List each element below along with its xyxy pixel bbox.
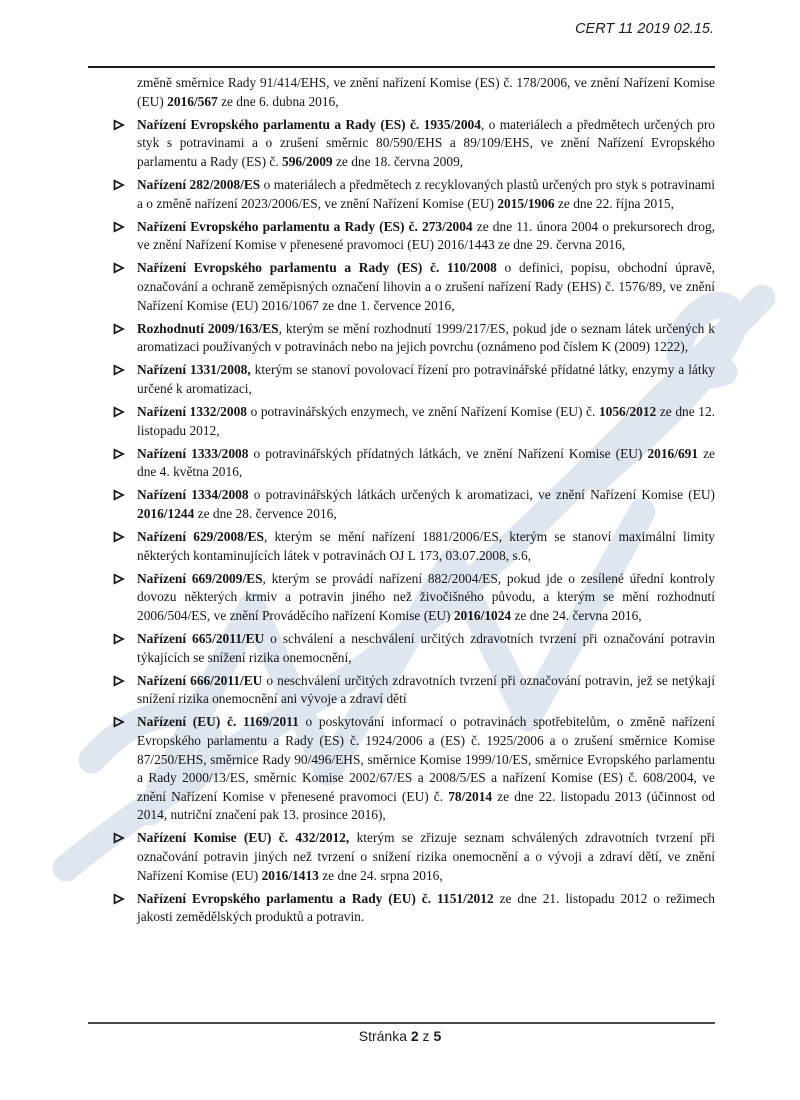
regulation-text xyxy=(137,631,715,665)
regulation-text xyxy=(137,891,715,925)
text-run: kterým se stanoví povolovací řízení pro potravinářské přídatné látky, enzymy a látky určené k aromatizaci, xyxy=(137,362,715,396)
regulation-text xyxy=(137,321,715,355)
text-run: Rozhodnutí 2009/163/ES xyxy=(137,320,279,336)
document-body xyxy=(88,74,715,931)
arrowhead-right-icon xyxy=(113,119,125,131)
text-run: kterým se zřizuje seznam schválených zdravotních tvrzení při označování potravin jiných než tvrzení o snížení rizika onemocnění a o vývoji a zdraví dětí, ve znění Nařízení Komise (EU) xyxy=(137,830,715,883)
text-run: Nařízení 1331/2008, xyxy=(137,362,251,378)
arrowhead-right-icon xyxy=(113,716,125,728)
list-item xyxy=(137,829,715,885)
text-run: ze dne 11. února 2004 o prekursorech drog, ve znění Nařízení Komise v přenesené pravomoci (EU) 2016/1443 ze dne 29. června 2016, xyxy=(137,218,715,253)
text-run: Nařízení 666/2011/EU xyxy=(137,672,263,688)
text-run: ze dne 21. listopadu 2012 o režimech jakosti zemědělských produktů a potravin. xyxy=(137,890,715,925)
list-item xyxy=(137,116,715,172)
text-run: ze dne 18. června 2009, xyxy=(332,153,464,169)
text-run: Nařízení 1333/2008 xyxy=(137,445,249,461)
text-run: Nařízení Komise (EU) č. 432/2012, xyxy=(137,830,350,846)
text-run: Nařízení Evropského parlamentu a Rady (ES) č. 1935/2004 xyxy=(137,116,481,132)
text-run: Stránka xyxy=(358,1028,411,1044)
text-run: 78/2014 xyxy=(448,788,493,804)
arrowhead-right-icon xyxy=(113,675,125,687)
text-run: z xyxy=(418,1028,434,1044)
intro-paragraph xyxy=(137,74,715,111)
text-run: ze dne 4. května 2016, xyxy=(137,445,715,480)
text-run: o potravinářských enzymech, ve znění Nařízení Komise (EU) č. xyxy=(246,404,599,419)
regulation-text xyxy=(137,571,715,623)
text-run: 2016/1024 xyxy=(453,607,512,623)
arrowhead-right-icon xyxy=(113,448,125,460)
text-run: 2016/567 xyxy=(167,93,218,109)
arrowhead-right-icon xyxy=(113,262,125,274)
list-item xyxy=(137,176,715,213)
list-item xyxy=(137,403,715,440)
text-run: Nařízení 629/2008/ES xyxy=(137,529,264,545)
text-run: Nařízení (EU) č. 1169/2011 xyxy=(137,714,299,730)
text-run: Nařízení 665/2011/EU xyxy=(137,631,265,647)
text-run: Nařízení Evropského parlamentu a Rady (ES) č. 273/2004 xyxy=(137,218,473,234)
text-run: , kterým se mění nařízení 1881/2006/ES, kterým se stanoví maximální limity některých kontaminujících látek v potravinách OJ L 173, 03.07.2008, s.6, xyxy=(137,529,715,563)
text-run: o potravinářských přídatných látkách, ve znění Nařízení Komise (EU) xyxy=(248,445,648,461)
regulation-text xyxy=(137,117,715,169)
text-run: 2016/691 xyxy=(647,445,699,461)
text-run: o schválení a neschválení určitých zdravotních tvrzení při označování potravin týkajících se snížení rizika onemocnění, xyxy=(137,631,715,665)
text-run: , o materiálech a předmětech určených pro styk s potravinami a o zrušení směrnic 80/590/EHS a 89/109/EHS, ve znění Nařízení Evropského parlamentu a Rady (ES) č. xyxy=(137,116,715,169)
text-run: o poskytování informací o potravinách spotřebitelům, o změně nařízení Evropského parlamentu a Rady (ES) č. 1924/2006 a (ES) č. 1925/2006 a o zrušení směrnice Komise 87/250/EHS, směrnice Rady 90/496/EHS, směrnice Komise 1999/10/ES, směrnice Evropského parlamentu a Rady 2000/13/ES, směrnic Komise 2002/67/ES a 2008/5/ES a nařízení Komise (ES) č. 608/2004, ve znění Nařízení Komise v přenesené pravomoci (EU) č. xyxy=(137,714,715,804)
text-run: o definici, popisu, obchodní úpravě, označování a ochraně zeměpisných označení lihovin a o zrušení nařízení Rady (EHS) č. 1576/89, ve znění Nařízení Komise (EU) 2016/1067 ze dne 1. července 2016, xyxy=(137,260,715,313)
list-item xyxy=(137,713,715,825)
regulation-text xyxy=(137,446,715,480)
arrowhead-right-icon xyxy=(113,179,125,191)
text-run: Nařízení 669/2009/ES xyxy=(137,570,263,586)
text-run: 2016/1413 xyxy=(261,867,319,883)
footer-rule xyxy=(88,1022,715,1024)
regulation-text xyxy=(137,219,715,253)
regulation-text xyxy=(137,404,715,438)
text-run: Nařízení 1334/2008 xyxy=(137,487,249,503)
text-run: ze dne 28. července 2016, xyxy=(194,505,337,521)
text-run: o materiálech a předmětech z recyklovaných plastů určených pro styk s potravinami a o změně nařízení 2023/2006/ES, ve znění Nařízení Komise (EU) xyxy=(137,176,715,211)
text-run: 596/2009 xyxy=(282,153,333,169)
text-run: ze dne 22. listopadu 2013 (účinnost od 2014, nutriční značení pak 13. prosince 2016), xyxy=(137,788,715,823)
list-item xyxy=(137,218,715,255)
text-run: 2015/1906 xyxy=(497,195,555,211)
list-item xyxy=(137,486,715,523)
text-run: o neschválení určitých zdravotních tvrzení při označování potravin, jež se netýkají snížení rizika onemocnění ani vývoje a zdraví dětí xyxy=(137,672,715,707)
list-item xyxy=(137,361,715,398)
text-run: Nařízení Evropského parlamentu a Rady (EU) č. 1151/2012 xyxy=(137,890,494,906)
arrowhead-right-icon xyxy=(113,323,125,335)
list-item xyxy=(137,890,715,927)
arrowhead-right-icon xyxy=(113,406,125,418)
arrowhead-right-icon xyxy=(113,489,125,501)
arrowhead-right-icon xyxy=(113,364,125,376)
regulation-text xyxy=(137,830,715,882)
text-run: ze dne 22. října 2015, xyxy=(554,195,674,211)
regulation-text xyxy=(137,260,715,312)
page-number xyxy=(0,1028,800,1044)
text-run: 2 xyxy=(410,1028,419,1044)
list-item xyxy=(137,445,715,482)
text-run: o potravinářských látkách určených k aromatizaci, ve znění Nařízení Komise (EU) xyxy=(248,487,715,503)
text-run: ze dne 24. června 2016, xyxy=(511,607,642,623)
arrowhead-right-icon xyxy=(113,573,125,585)
text-run: , kterým se provádí nařízení 882/2004/ES, pokud jde o zesílené úřední kontroly dovozu některých krmiv a potravin jiného než živočišného původu, a kterým se mění rozhodnutí 2006/504/ES, ve znění Prováděcího nařízení Komise (EU) xyxy=(137,570,715,623)
arrowhead-right-icon xyxy=(113,832,125,844)
regulation-text xyxy=(137,714,715,822)
regulation-text xyxy=(137,362,715,396)
arrowhead-right-icon xyxy=(113,221,125,233)
list-item xyxy=(137,320,715,357)
text-run: ze dne 12. listopadu 2012, xyxy=(137,404,715,438)
text-run: 1056/2012 xyxy=(598,404,657,419)
regulation-text xyxy=(137,177,715,211)
regulation-list xyxy=(88,116,715,927)
header-rule xyxy=(88,66,715,68)
list-item xyxy=(137,570,715,626)
text-run: Nařízení Evropského parlamentu a Rady (ES) č. 110/2008 xyxy=(137,260,497,276)
text-run: Nařízení 282/2008/ES xyxy=(137,176,261,192)
list-item xyxy=(137,259,715,315)
regulation-text xyxy=(137,673,715,707)
regulation-text xyxy=(137,487,715,521)
text-run: 2016/1244 xyxy=(137,505,195,521)
text-run: 5 xyxy=(433,1028,442,1044)
arrowhead-right-icon xyxy=(113,531,125,543)
list-item xyxy=(137,528,715,565)
text-run: Nařízení 1332/2008 xyxy=(137,404,247,419)
text-run: ze dne 24. srpna 2016, xyxy=(318,867,443,883)
list-item xyxy=(137,672,715,709)
text-run: změně směrnice Rady 91/414/EHS, ve znění nařízení Komise (ES) č. 178/2006, ve znění Nařízení Komise (EU) xyxy=(137,75,715,109)
arrowhead-right-icon xyxy=(113,633,125,645)
list-item xyxy=(137,630,715,667)
document-code: CERT 11 2019 02.15. xyxy=(575,21,714,37)
regulation-text xyxy=(137,529,715,563)
arrowhead-right-icon xyxy=(113,893,125,905)
text-run: ze dne 6. dubna 2016, xyxy=(217,93,339,109)
text-run: , kterým se mění rozhodnutí 1999/217/ES, pokud jde o seznam látek určených k aromatizaci používaných v potravinách nebo na jejich povrchu (oznámeno pod číslem K (2009) 1222), xyxy=(137,320,715,355)
